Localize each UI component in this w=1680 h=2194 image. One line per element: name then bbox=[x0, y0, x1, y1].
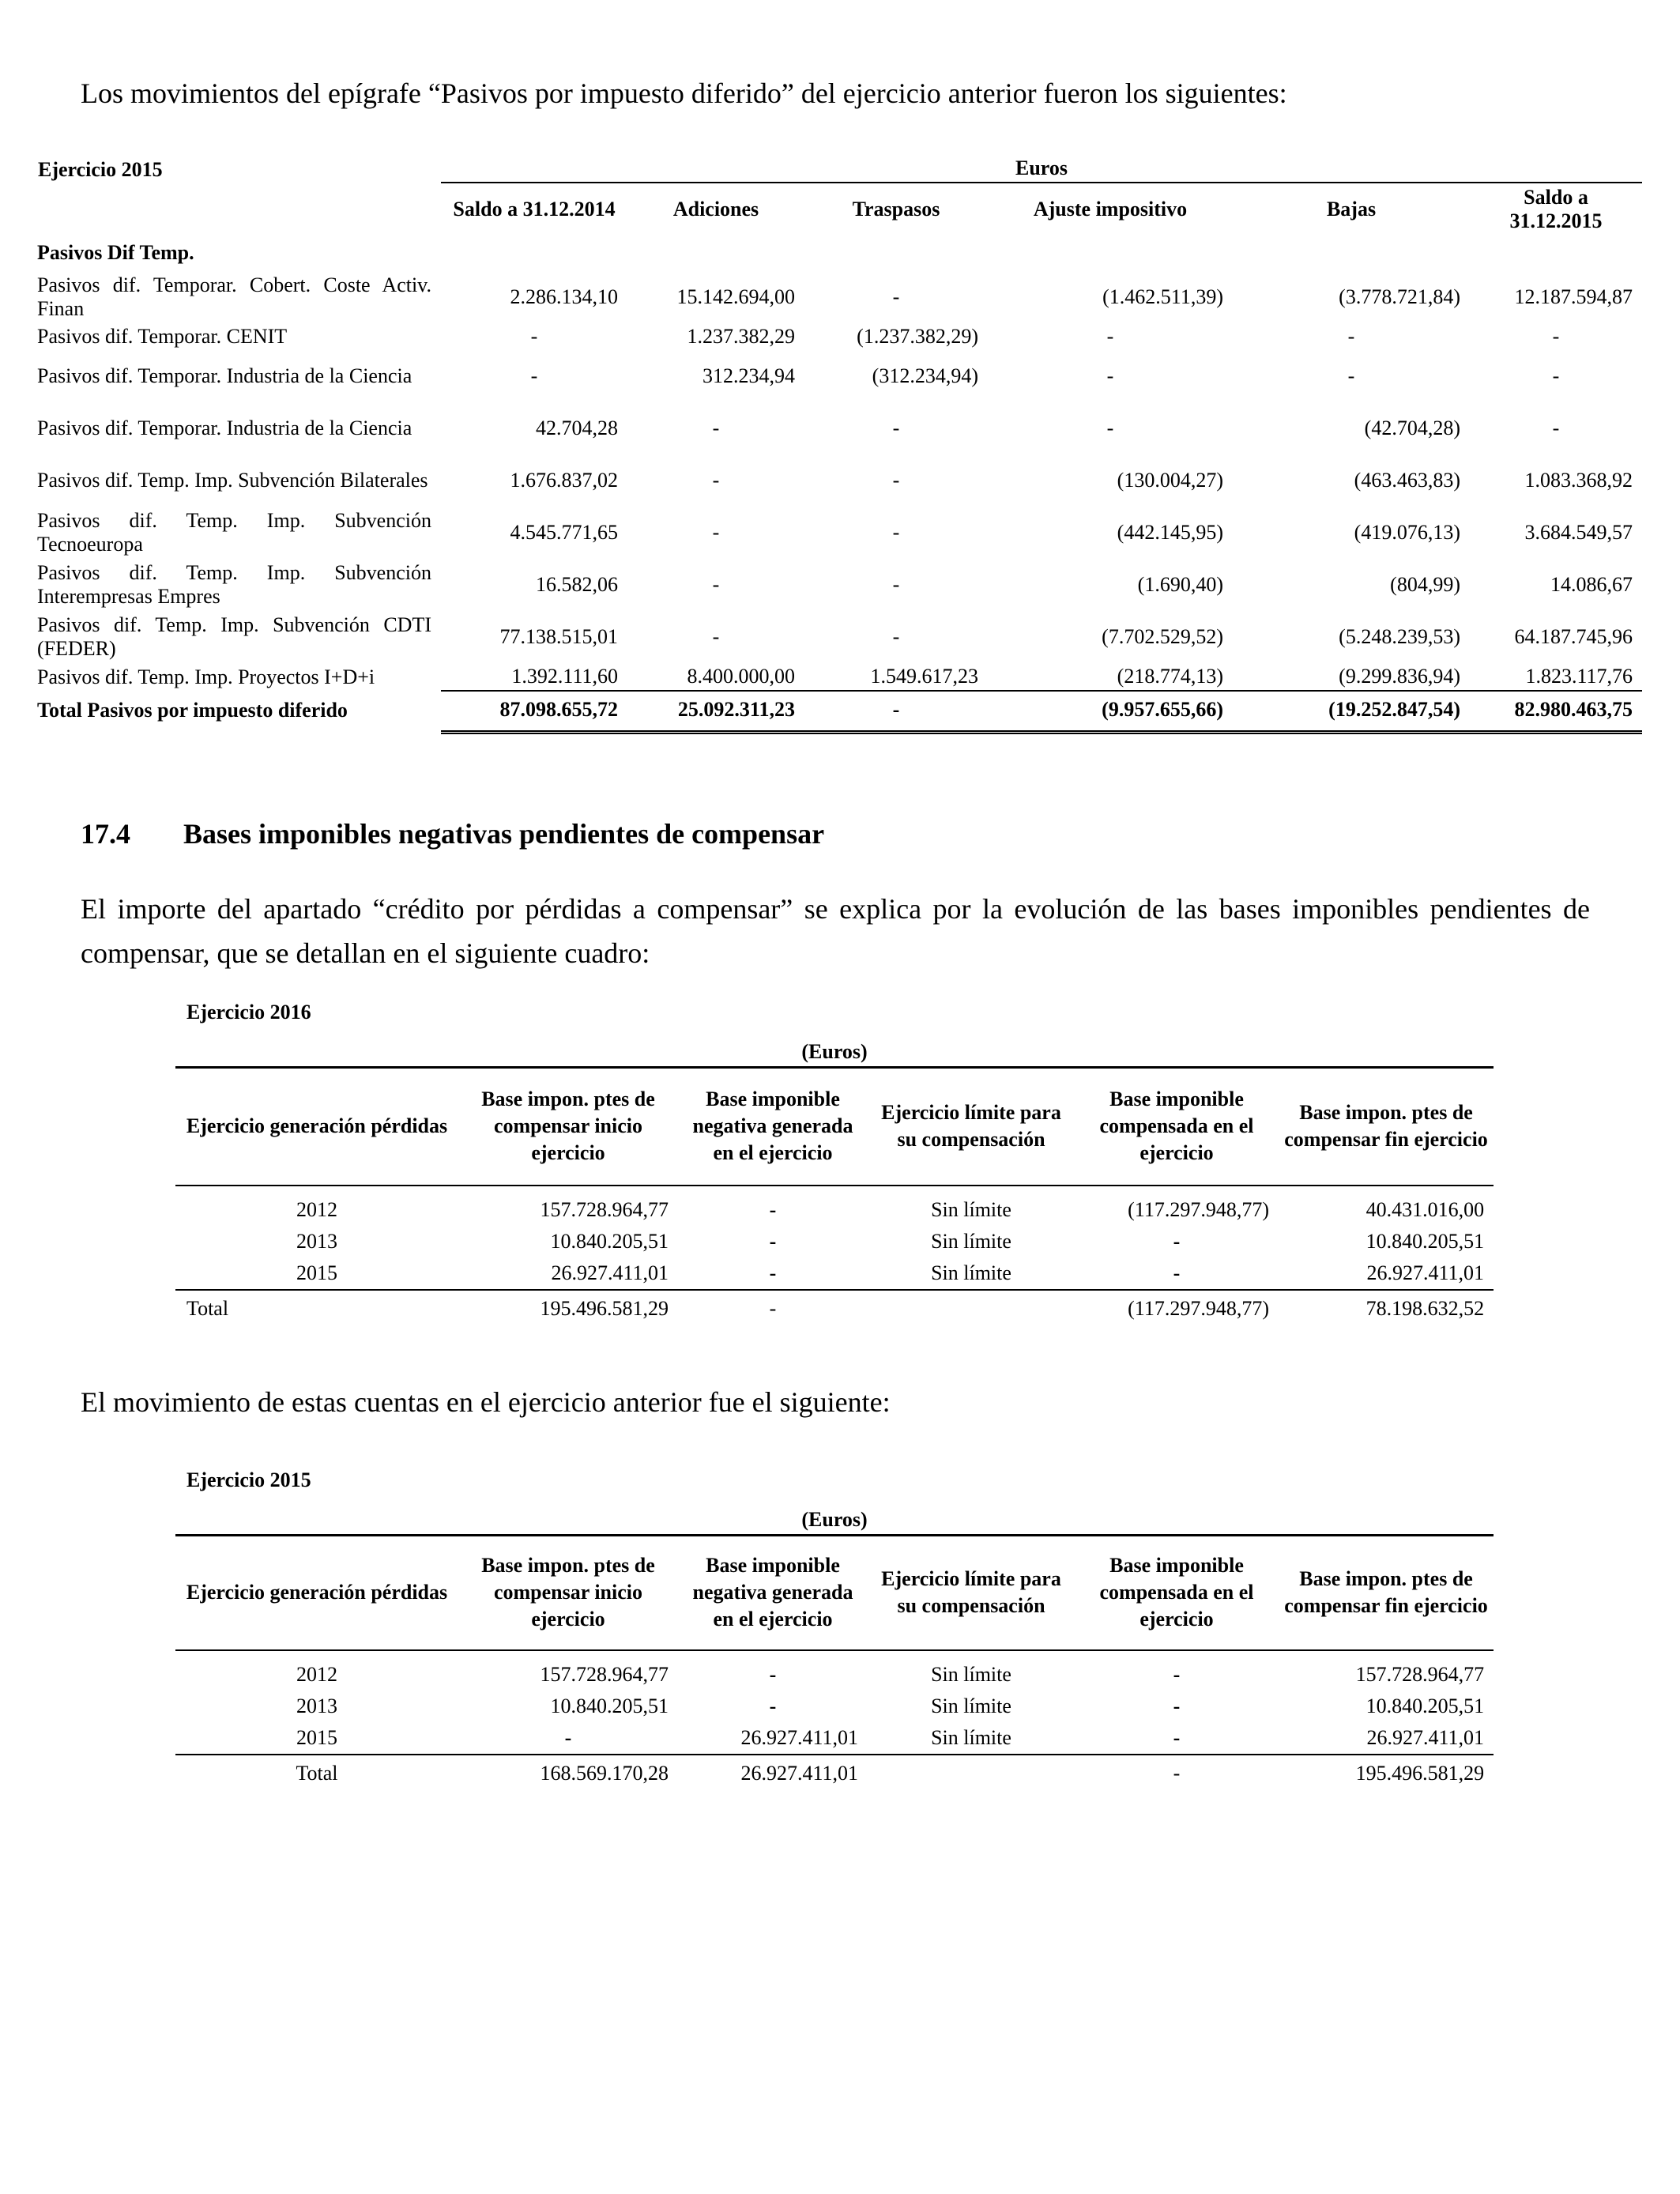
table-row bbox=[35, 323, 1642, 350]
table-cell: 1.823.117,76 bbox=[1525, 665, 1633, 688]
table-row bbox=[175, 1650, 1494, 1691]
table-cell: (5.248.239,53) bbox=[1339, 625, 1460, 648]
table-cell: - bbox=[712, 417, 720, 439]
euros-header: Euros bbox=[441, 155, 1642, 183]
table-row bbox=[175, 1691, 1494, 1722]
table-cell: - bbox=[1173, 1230, 1181, 1253]
table-cell: (419.076,13) bbox=[1354, 521, 1460, 544]
column-header: Ejercicio generación pérdidas bbox=[175, 1067, 458, 1186]
table-cell: Sin límite bbox=[931, 1663, 1011, 1686]
table3-label: Ejercicio 2015 bbox=[186, 1468, 311, 1491]
table-cell: 1.676.837,02 bbox=[510, 469, 618, 492]
table-cell: - bbox=[769, 1230, 777, 1253]
row-label: Pasivos dif. Temporar. Industria de la Ciencia bbox=[37, 364, 412, 387]
table-cell: - bbox=[892, 573, 900, 596]
total-cell: 195.496.581,29 bbox=[1279, 1755, 1494, 1791]
table-cell: (804,99) bbox=[1390, 573, 1460, 596]
table-cell: (117.297.948,77) bbox=[1128, 1198, 1269, 1221]
column-header: Traspasos bbox=[852, 197, 940, 221]
table-cell: (42.704,28) bbox=[1364, 417, 1460, 439]
tax-loss-2015-table bbox=[175, 1506, 1494, 1791]
euros-header: (Euros) bbox=[175, 1039, 1494, 1067]
total-cell: 168.569.170,28 bbox=[458, 1755, 678, 1791]
table-cell: - bbox=[564, 1726, 572, 1749]
table-cell: 1.083.368,92 bbox=[1524, 469, 1633, 492]
table-cell: (312.234,94) bbox=[872, 364, 978, 387]
total-label: Total bbox=[175, 1755, 458, 1791]
column-header: Base imponible compensada en el ejercicio bbox=[1075, 1535, 1279, 1650]
total-cell: 82.980.463,75 bbox=[1470, 691, 1642, 732]
total-cell: 25.092.311,23 bbox=[627, 691, 804, 732]
table-cell: (130.004,27) bbox=[1117, 469, 1223, 492]
intro-paragraph-1: Los movimientos del epígrafe “Pasivos por impuesto diferido” del ejercicio anterior fueron los siguientes: bbox=[81, 77, 1287, 109]
row-year: 2012 bbox=[296, 1663, 337, 1686]
column-header: Bajas bbox=[1326, 197, 1377, 221]
column-header: Ejercicio generación pérdidas bbox=[175, 1535, 458, 1650]
row-label: Pasivos dif. Temp. Imp. Subvención CDTI (FEDER) bbox=[37, 613, 431, 660]
table-cell: - bbox=[1173, 1726, 1181, 1749]
column-header: Base imponible negativa generada en el ejercicio bbox=[678, 1535, 868, 1650]
table-cell: 10.840.205,51 bbox=[550, 1230, 669, 1253]
table-cell: (1.462.511,39) bbox=[1102, 285, 1223, 308]
euros-header: (Euros) bbox=[175, 1506, 1494, 1535]
table-cell: Sin límite bbox=[931, 1230, 1011, 1253]
column-header: Base impon. ptes de compensar inicio ejercicio bbox=[458, 1535, 678, 1650]
table-cell: - bbox=[1347, 325, 1355, 348]
table-cell: 42.704,28 bbox=[536, 417, 618, 439]
row-label: Pasivos dif. Temporar. Cobert. Coste Activ. Finan bbox=[37, 273, 431, 320]
table-cell: (7.702.529,52) bbox=[1102, 625, 1223, 648]
table-cell: - bbox=[1552, 325, 1560, 348]
section-heading bbox=[81, 817, 824, 850]
table-cell: - bbox=[1106, 417, 1114, 439]
total-cell: - bbox=[804, 691, 988, 732]
table-cell: 10.840.205,51 bbox=[1365, 1230, 1485, 1253]
table-row bbox=[35, 507, 1642, 559]
table-cell: Sin límite bbox=[931, 1261, 1011, 1284]
row-year: 2015 bbox=[296, 1726, 337, 1749]
section-number: 17.4 bbox=[81, 818, 130, 850]
table-row bbox=[175, 1722, 1494, 1755]
row-label: Pasivos dif. Temp. Imp. Subvención Interempresas Empres bbox=[37, 561, 431, 608]
total-cell bbox=[868, 1290, 1075, 1326]
table-cell: - bbox=[1106, 325, 1114, 348]
table-row bbox=[35, 350, 1642, 402]
table-cell: - bbox=[1173, 1261, 1181, 1284]
table-cell: - bbox=[1552, 417, 1560, 439]
column-header: Base impon. ptes de compensar inicio ejercicio bbox=[458, 1067, 678, 1186]
total-cell bbox=[868, 1755, 1075, 1791]
column-header: Base impon. ptes de compensar fin ejercicio bbox=[1279, 1535, 1494, 1650]
column-header: Saldo a 31.12.2015 bbox=[1509, 185, 1603, 232]
table-cell: 77.138.515,01 bbox=[499, 625, 618, 648]
table-cell: 14.086,67 bbox=[1550, 573, 1633, 596]
table-cell: 157.728.964,77 bbox=[540, 1663, 669, 1686]
table-cell: - bbox=[1347, 364, 1355, 387]
total-cell: (117.297.948,77) bbox=[1075, 1290, 1279, 1326]
table-row bbox=[35, 663, 1642, 691]
table-cell: Sin límite bbox=[931, 1198, 1011, 1221]
column-header: Ejercicio límite para su compensación bbox=[868, 1067, 1075, 1186]
table-row bbox=[175, 1226, 1494, 1257]
table-cell: 26.927.411,01 bbox=[1366, 1261, 1485, 1284]
table-cell: - bbox=[892, 285, 900, 308]
table-cell: - bbox=[712, 469, 720, 492]
total-cell: (19.252.847,54) bbox=[1233, 691, 1470, 732]
table-cell: 12.187.594,87 bbox=[1514, 285, 1633, 308]
table-cell: - bbox=[1106, 364, 1114, 387]
total-cell: - bbox=[1075, 1755, 1279, 1791]
table-cell: - bbox=[1173, 1695, 1181, 1717]
table2-label: Ejercicio 2016 bbox=[186, 1001, 311, 1023]
table-cell: Sin límite bbox=[931, 1695, 1011, 1717]
table-cell: 10.840.205,51 bbox=[1365, 1695, 1485, 1717]
table-cell: 15.142.694,00 bbox=[676, 285, 795, 308]
table-cell: (218.774,13) bbox=[1117, 665, 1223, 688]
column-header: Base impon. ptes de compensar fin ejercicio bbox=[1279, 1067, 1494, 1186]
tax-loss-2016-table bbox=[175, 1039, 1494, 1326]
column-header: Saldo a 31.12.2014 bbox=[453, 197, 616, 221]
table-cell: (9.299.836,94) bbox=[1339, 665, 1460, 688]
table-cell: - bbox=[1173, 1663, 1181, 1686]
table-row bbox=[35, 559, 1642, 611]
total-cell: 87.098.655,72 bbox=[441, 691, 627, 732]
column-header: Ajuste impositivo bbox=[1033, 197, 1188, 221]
row-label: Pasivos dif. Temporar. Industria de la Ciencia bbox=[37, 417, 412, 439]
table-row bbox=[175, 1186, 1494, 1226]
table-cell: (1.690,40) bbox=[1137, 573, 1223, 596]
total-cell: 78.198.632,52 bbox=[1279, 1290, 1494, 1326]
table-cell: - bbox=[530, 364, 538, 387]
deferred-tax-liabilities-table bbox=[35, 155, 1642, 734]
table-cell: (463.463,83) bbox=[1354, 469, 1460, 492]
total-label: Total bbox=[175, 1290, 458, 1326]
table-cell: (442.145,95) bbox=[1117, 521, 1223, 544]
table-cell: 40.431.016,00 bbox=[1365, 1198, 1485, 1221]
table-cell: 64.187.745,96 bbox=[1514, 625, 1633, 648]
table1-label: Ejercicio 2015 bbox=[38, 158, 163, 181]
table-cell: 26.927.411,01 bbox=[740, 1726, 858, 1749]
row-year: 2013 bbox=[296, 1695, 337, 1717]
column-header: Base imponible compensada en el ejercicio bbox=[1075, 1067, 1279, 1186]
table-row bbox=[35, 611, 1642, 663]
column-header: Base imponible negativa generada en el ejercicio bbox=[678, 1067, 868, 1186]
column-header: Ejercicio límite para su compensación bbox=[868, 1535, 1075, 1650]
table-cell: 26.927.411,01 bbox=[551, 1261, 669, 1284]
table-cell: (1.237.382,29) bbox=[857, 325, 978, 348]
row-year: 2012 bbox=[296, 1198, 337, 1221]
group-label: Pasivos Dif Temp. bbox=[37, 241, 194, 264]
table-cell: 1.549.617,23 bbox=[870, 665, 978, 688]
table-cell: (3.778.721,84) bbox=[1339, 285, 1460, 308]
table-cell: 312.234,94 bbox=[703, 364, 795, 387]
table-cell: 3.684.549,57 bbox=[1524, 521, 1633, 544]
table-row bbox=[35, 271, 1642, 323]
table-cell: 8.400.000,00 bbox=[687, 665, 795, 688]
section-title: Bases imponibles negativas pendientes de compensar bbox=[183, 818, 825, 850]
table-cell: 16.582,06 bbox=[536, 573, 618, 596]
table-cell: - bbox=[712, 625, 720, 648]
table-cell: 157.728.964,77 bbox=[540, 1198, 669, 1221]
total-cell: (9.957.655,66) bbox=[988, 691, 1233, 732]
table-cell: 26.927.411,01 bbox=[1366, 1726, 1485, 1749]
table-cell: - bbox=[769, 1261, 777, 1284]
table-cell: - bbox=[892, 521, 900, 544]
table-cell: - bbox=[892, 417, 900, 439]
table-cell: - bbox=[769, 1663, 777, 1686]
table-cell: 4.545.771,65 bbox=[510, 521, 618, 544]
table-row bbox=[35, 402, 1642, 454]
table-cell: - bbox=[1552, 364, 1560, 387]
row-label: Pasivos dif. Temp. Imp. Subvención Tecnoeuropa bbox=[37, 509, 431, 556]
total-cell: 26.927.411,01 bbox=[678, 1755, 868, 1791]
total-label: Total Pasivos por impuesto diferido bbox=[37, 699, 348, 722]
table-row bbox=[175, 1257, 1494, 1290]
table-cell: - bbox=[769, 1695, 777, 1717]
table-cell: 10.840.205,51 bbox=[550, 1695, 669, 1717]
table-cell: 2.286.134,10 bbox=[510, 285, 618, 308]
table-cell: - bbox=[712, 573, 720, 596]
total-cell: - bbox=[678, 1290, 868, 1326]
table-cell: Sin límite bbox=[931, 1726, 1011, 1749]
table-cell: - bbox=[769, 1198, 777, 1221]
table-cell: - bbox=[892, 469, 900, 492]
table-cell: 1.237.382,29 bbox=[687, 325, 795, 348]
intro-paragraph-3: El movimiento de estas cuentas en el ejercicio anterior fue el siguiente: bbox=[81, 1386, 891, 1418]
row-year: 2015 bbox=[296, 1261, 337, 1284]
intro-paragraph-2: El importe del apartado “crédito por pérdidas a compensar” se explica por la evolución de las bases imponibles pendientes de compensar, que se detallan en el siguiente cuadro: bbox=[81, 893, 1590, 969]
table-cell: 157.728.964,77 bbox=[1355, 1663, 1485, 1686]
table-row bbox=[35, 454, 1642, 507]
row-label: Pasivos dif. Temporar. CENIT bbox=[37, 325, 288, 348]
total-cell: 195.496.581,29 bbox=[458, 1290, 678, 1326]
table-cell: 1.392.111,60 bbox=[511, 665, 618, 688]
table-cell: - bbox=[892, 625, 900, 648]
row-label: Pasivos dif. Temp. Imp. Proyectos I+D+i bbox=[37, 665, 375, 688]
table-cell: - bbox=[712, 521, 720, 544]
table-cell: - bbox=[530, 325, 538, 348]
row-label: Pasivos dif. Temp. Imp. Subvención Bilaterales bbox=[37, 469, 428, 492]
row-year: 2013 bbox=[296, 1230, 337, 1253]
column-header: Adiciones bbox=[672, 197, 759, 221]
